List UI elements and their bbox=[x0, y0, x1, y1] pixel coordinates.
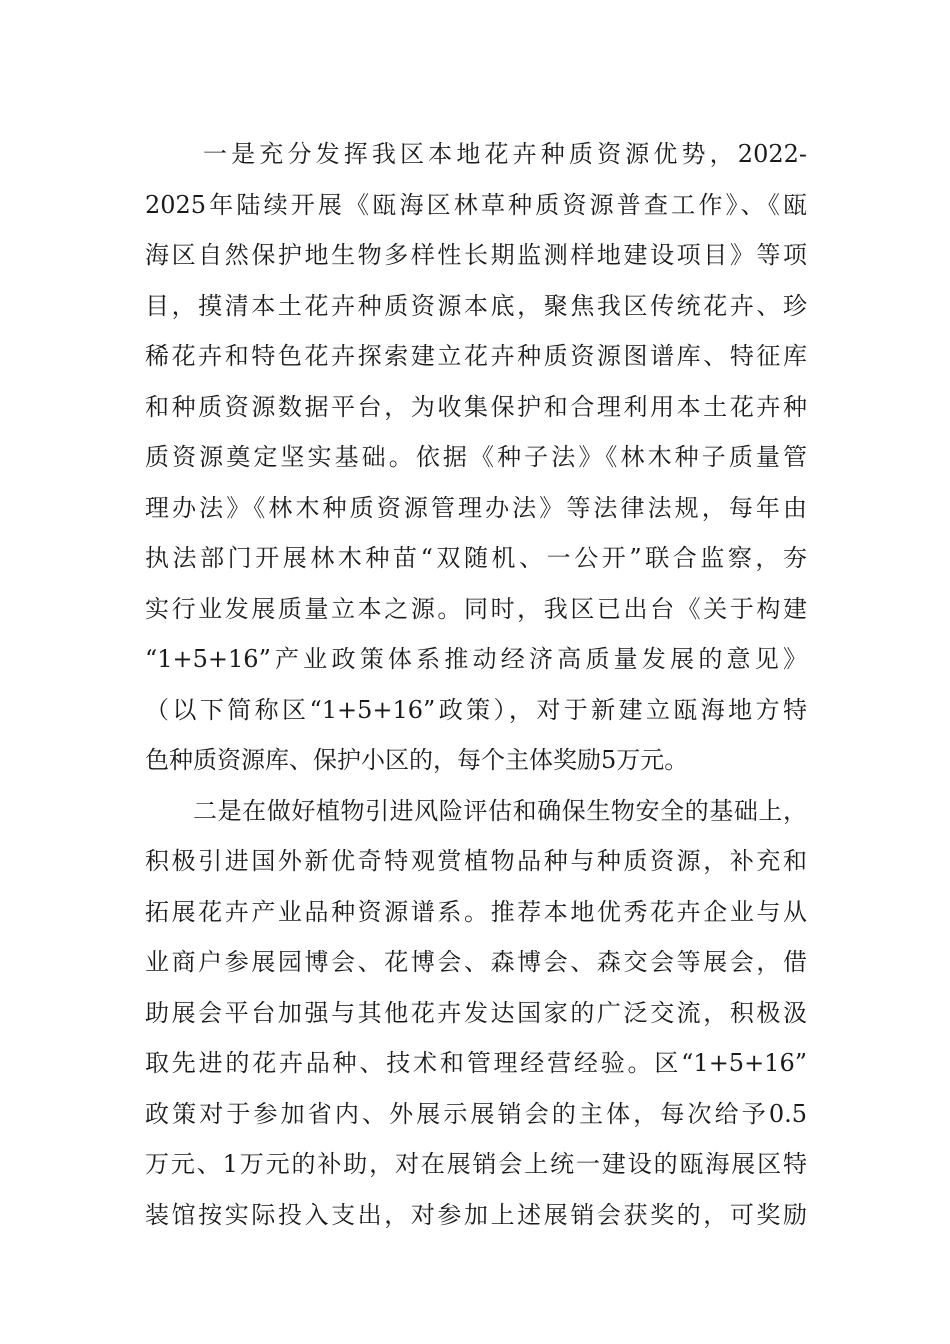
paragraph-line: 取先进的花卉品种、技术和管理经营经验。区“1+5+16” bbox=[145, 1049, 807, 1077]
paragraph-line: 一是充分发挥我区本地花卉种质资源优势，2022- bbox=[203, 140, 807, 168]
paragraph-line: 助展会平台加强与其他花卉发达国家的广泛交流，积极汲 bbox=[145, 998, 807, 1027]
paragraph-line: 理办法》《林木种质资源管理办法》等法律法规，每年由 bbox=[145, 493, 807, 522]
paragraph-line: 目，摸清本土花卉种质资源本底，聚焦我区传统花卉、珍 bbox=[145, 291, 807, 320]
paragraph-2 bbox=[145, 786, 807, 1241]
paragraph-line: 和种质资源数据平台，为收集保护和合理利用本土花卉种 bbox=[145, 392, 807, 421]
paragraph-line: 实行业发展质量立本之源。同时，我区已出台《关于构建 bbox=[145, 594, 807, 623]
paragraph-line: 海区自然保护地生物多样性长期监测样地建设项目》等项 bbox=[145, 241, 807, 269]
paragraph-line: 拓展花卉产业品种资源谱系。推荐本地优秀花卉企业与从 bbox=[145, 897, 807, 926]
paragraph-line: 二是在做好植物引进风险评估和确保生物安全的基础上， bbox=[193, 796, 807, 825]
paragraph-1 bbox=[145, 129, 807, 786]
paragraph-line: 装馆按实际投入支出，对参加上述展销会获奖的，可奖励 bbox=[145, 1200, 807, 1229]
paragraph-line: 质资源奠定坚实基础。依据《种子法》《林木种子质量管 bbox=[145, 443, 807, 471]
paragraph-line: 业商户参展园博会、花博会、森博会、森交会等展会，借 bbox=[145, 948, 807, 976]
paragraph-line: 政策对于参加省内、外展示展销会的主体，每次给予0.5 bbox=[145, 1099, 807, 1128]
paragraph-line: 稀花卉和特色花卉探索建立花卉种质资源图谱库、特征库 bbox=[145, 342, 807, 370]
paragraph-line: 积极引进国外新优奇特观赏植物品种与种质资源，补充和 bbox=[145, 847, 807, 875]
paragraph-line: （以下简称区“1+5+16”政策），对于新建立瓯海地方特 bbox=[145, 695, 807, 724]
paragraph-line: 2025年陆续开展《瓯海区林草种质资源普查工作》、《瓯 bbox=[145, 190, 807, 219]
paragraph-line: 色种质资源库、保护小区的，每个主体奖励5万元。 bbox=[145, 746, 689, 774]
paragraph-line: 万元、1万元的补助，对在展销会上统一建设的瓯海展区特 bbox=[145, 1150, 807, 1178]
document-body bbox=[145, 129, 807, 1240]
paragraph-line: 执法部门开展林木种苗“双随机、一公开”联合监察，夯 bbox=[145, 544, 807, 572]
paragraph-line: “1+5+16”产业政策体系推动经济高质量发展的意见》 bbox=[145, 645, 807, 673]
